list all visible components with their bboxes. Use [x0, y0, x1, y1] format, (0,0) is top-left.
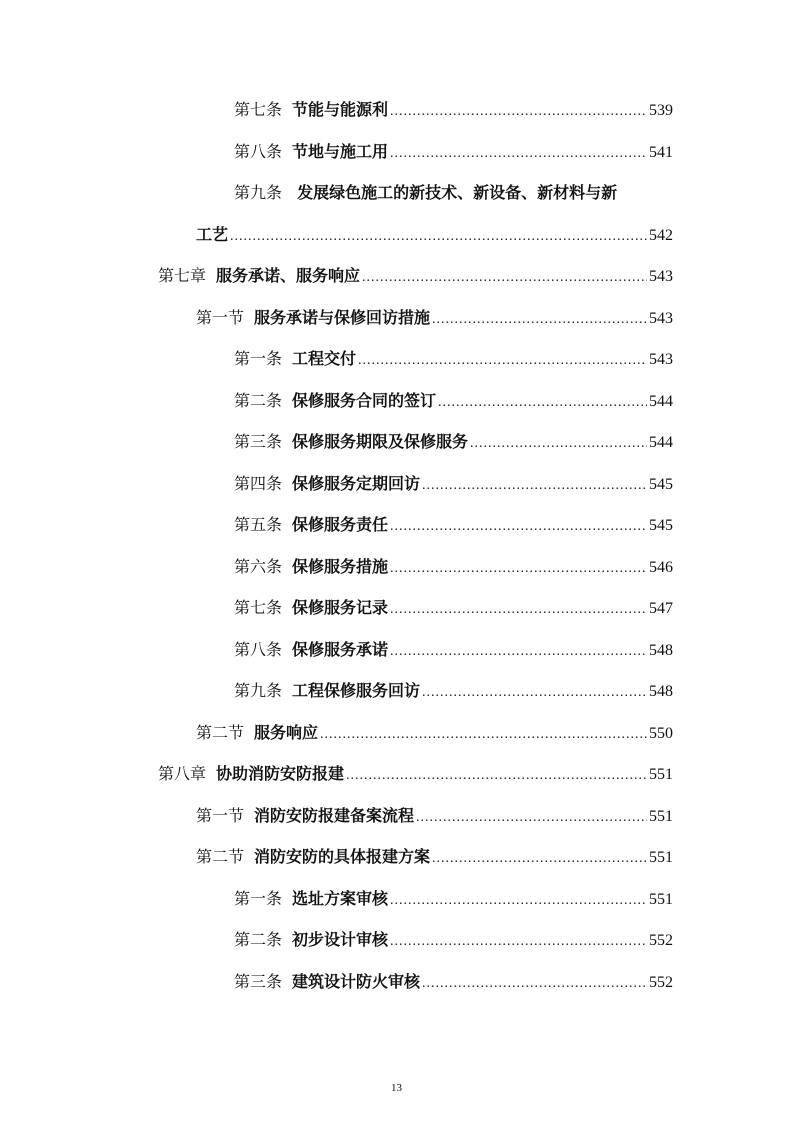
leader-dots [390, 98, 647, 126]
leader-dots [422, 970, 647, 998]
toc-entry[interactable] [234, 428, 673, 456]
toc-entry-title: 保修服务承诺 [292, 640, 389, 659]
toc-entry-page: 548 [649, 642, 673, 659]
toc-entry-number: 第三条 [234, 974, 283, 991]
toc-entry-page: 551 [649, 891, 673, 908]
toc-entry-number: 第一条 [234, 891, 283, 908]
toc-entry-title: 工艺 [196, 225, 229, 244]
toc-entry-number: 第二节 [196, 849, 245, 866]
toc-entry-title: 节能与能源利 [292, 100, 389, 119]
toc-entry-number: 第二节 [196, 725, 245, 742]
toc-entry-number: 第七条 [234, 600, 283, 617]
leader-dots [432, 845, 647, 873]
toc-entry-title: 消防安防报建备案流程 [254, 806, 415, 825]
toc-entry-page: 552 [649, 932, 673, 949]
toc-entry-title: 工程保修服务回访 [292, 681, 421, 700]
leader-dots [390, 887, 647, 915]
toc-entry-title: 保修服务责任 [292, 515, 389, 534]
leader-dots [390, 638, 647, 666]
toc-entry[interactable] [234, 968, 673, 996]
leader-dots [390, 140, 647, 168]
toc-entry[interactable] [234, 345, 673, 373]
toc-section[interactable] [196, 719, 673, 747]
toc-entry-number: 第九条 [234, 185, 283, 202]
toc-entry-title: 保修服务措施 [292, 557, 389, 576]
toc-entry-page: 544 [649, 434, 673, 451]
toc-entry-title: 消防安防的具体报建方案 [254, 847, 431, 866]
toc-entry[interactable] [234, 387, 673, 415]
page-number: 13 [391, 1082, 402, 1094]
toc-entry-title: 保修服务定期回访 [292, 474, 421, 493]
toc-entry[interactable] [234, 179, 673, 207]
toc-entry-number: 第二条 [234, 393, 283, 410]
toc-entry-number: 第五条 [234, 517, 283, 534]
toc-entry-page: 543 [649, 351, 673, 368]
toc-entry-number: 第四条 [234, 476, 283, 493]
toc-entry-page: 545 [649, 476, 673, 493]
toc-entry-number: 第七条 [234, 102, 283, 119]
toc-entry-page: 543 [649, 310, 673, 327]
toc-entry-page: 551 [649, 766, 673, 783]
leader-dots [438, 389, 647, 417]
toc-entry-number: 第八条 [234, 642, 283, 659]
toc-entry-title: 选址方案审核 [292, 889, 389, 908]
toc-entry-number: 第二条 [234, 932, 283, 949]
toc-entry-page: 544 [649, 393, 673, 410]
leader-dots [346, 762, 647, 790]
toc-entry-page: 546 [649, 559, 673, 576]
toc-entry-title: 保修服务记录 [292, 598, 389, 617]
toc-entry-number: 第一节 [196, 808, 245, 825]
toc-entry-page: 551 [649, 849, 673, 866]
toc-entry-page: 542 [649, 227, 673, 244]
toc-entry-title: 协助消防安防报建 [216, 764, 345, 783]
toc-entry-number: 第七章 [158, 268, 207, 285]
toc-entry[interactable] [234, 511, 673, 539]
toc-entry-number: 第一条 [234, 351, 283, 368]
toc-entry-number: 第八章 [158, 766, 207, 783]
toc-entry-title: 保修服务合同的签订 [292, 391, 437, 410]
leader-dots [416, 804, 647, 832]
toc-section[interactable] [196, 304, 673, 332]
leader-dots [362, 264, 647, 292]
leader-dots [230, 223, 647, 251]
leader-dots [320, 721, 647, 749]
toc-entry[interactable] [234, 594, 673, 622]
toc-entry-title: 服务承诺、服务响应 [216, 266, 361, 285]
toc-entry-page: 548 [649, 683, 673, 700]
leader-dots [470, 430, 647, 458]
toc-entry-title: 保修服务期限及保修服务 [292, 432, 469, 451]
toc-entry-page: 550 [649, 725, 673, 742]
toc-entry-number: 第一节 [196, 310, 245, 327]
toc-section[interactable] [196, 802, 673, 830]
toc-entry-number: 第六条 [234, 559, 283, 576]
toc-entry[interactable] [234, 926, 673, 954]
leader-dots [432, 306, 647, 334]
toc-entry[interactable] [234, 677, 673, 705]
leader-dots [390, 596, 647, 624]
toc-entry[interactable] [234, 138, 673, 166]
toc-entry-page: 541 [649, 144, 673, 161]
toc-entry-page: 552 [649, 974, 673, 991]
leader-dots [390, 513, 647, 541]
toc-entry-title: 建筑设计防火审核 [292, 972, 421, 991]
toc-entry[interactable] [234, 636, 673, 664]
toc-entry-number: 第八条 [234, 144, 283, 161]
toc-entry-title: 工程交付 [292, 349, 357, 368]
toc-entry-title: 发展绿色施工的新技术、新设备、新材料与新 [297, 183, 618, 202]
leader-dots [422, 679, 647, 707]
toc-chapter[interactable] [158, 760, 673, 788]
toc-entry[interactable] [234, 885, 673, 913]
leader-dots [390, 928, 647, 956]
toc-entry-title: 服务响应 [254, 723, 319, 742]
toc-entry-page: 539 [649, 102, 673, 119]
toc-entry-continuation[interactable] [196, 221, 673, 249]
toc-entry-number: 第三条 [234, 434, 283, 451]
leader-dots [422, 472, 647, 500]
toc-entry-title: 服务承诺与保修回访措施 [254, 308, 431, 327]
toc-entry-page: 547 [649, 600, 673, 617]
toc-entry-page: 543 [649, 268, 673, 285]
toc-entry-page: 545 [649, 517, 673, 534]
toc-section[interactable] [196, 843, 673, 871]
toc-entry-title: 节地与施工用 [292, 142, 389, 161]
toc-entry-number: 第九条 [234, 683, 283, 700]
toc-entry-title: 初步设计审核 [292, 930, 389, 949]
toc-chapter[interactable] [158, 262, 673, 290]
leader-dots [390, 555, 647, 583]
toc-entry[interactable] [234, 470, 673, 498]
toc-entry[interactable] [234, 96, 673, 124]
toc-entry-page: 551 [649, 808, 673, 825]
leader-dots [358, 347, 647, 375]
toc-entry[interactable] [234, 553, 673, 581]
